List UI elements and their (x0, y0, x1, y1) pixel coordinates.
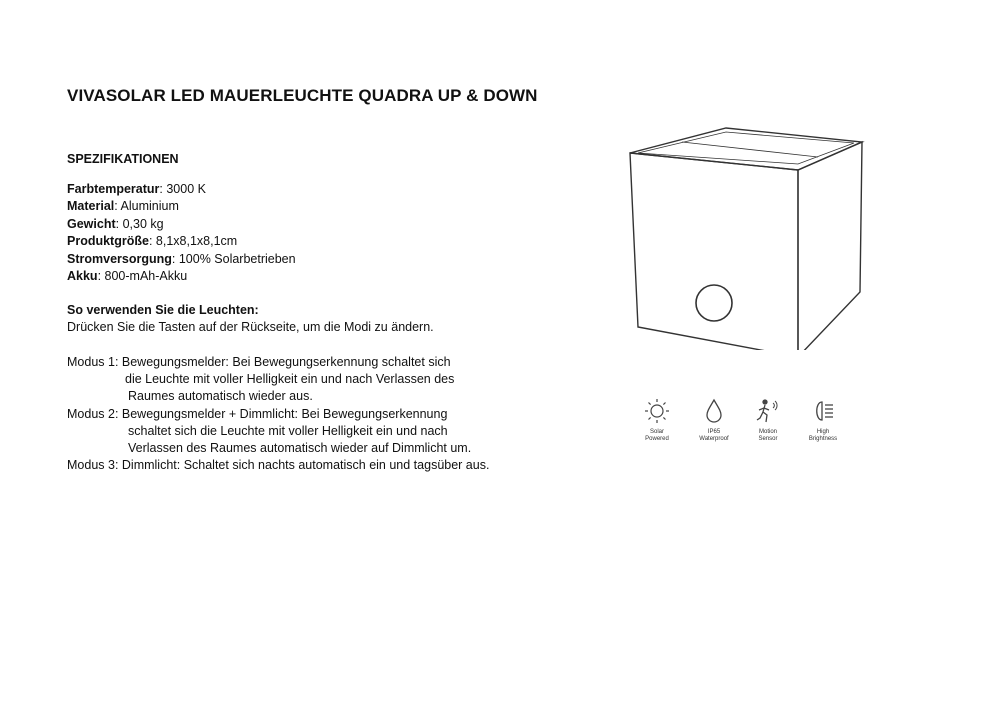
spec-key: Material (67, 199, 115, 214)
mode-1-line: Modus 1: Bewegungsmelder: Bei Bewegungserkennung schaltet sich (67, 355, 451, 369)
spec-row (67, 198, 296, 215)
spec-key: Gewicht (67, 216, 116, 231)
product-drawing (622, 120, 872, 350)
spec-row (67, 233, 296, 250)
high-beam-icon (809, 398, 837, 424)
sun-icon (643, 398, 671, 424)
feature-label: Motion (758, 429, 777, 435)
mode-3-line: Modus 3: Dimmlicht: Schaltet sich nachts automatisch ein und tagsüber aus. (67, 458, 490, 473)
spec-key: Farbtemperatur (67, 182, 160, 196)
spec-key: Stromversorgung (67, 251, 172, 266)
spec-row (67, 251, 296, 268)
spec-key: Akku (67, 269, 98, 284)
mode-2-line: Verlassen des Raumes automatisch wieder auf Dimmlicht um. (128, 441, 472, 456)
feature-label: IP65 (707, 429, 721, 435)
spec-row (67, 216, 296, 233)
water-drop-icon (700, 398, 728, 424)
feature-motion (741, 398, 795, 443)
spec-key: Produktgröße (67, 234, 149, 249)
spec-value: : Aluminium (114, 199, 179, 214)
spec-value: : 0,30 kg (115, 216, 164, 231)
usage-heading: So verwenden Sie die Leuchten: (67, 303, 259, 317)
feature-icons (628, 398, 858, 458)
spec-value: : 3000 K (159, 182, 206, 196)
feature-label: High (816, 429, 830, 435)
feature-label: Brightness (808, 436, 838, 442)
feature-solar (630, 398, 684, 443)
spec-value: : 100% Solarbetrieben (171, 251, 296, 266)
usage-section (67, 302, 434, 336)
feature-label: Solar (649, 429, 664, 435)
feature-brightness (796, 398, 850, 443)
usage-text: Drücken Sie die Tasten auf der Rückseite, um die Modi zu ändern. (67, 320, 434, 335)
modes-section (67, 354, 587, 474)
spec-row (67, 268, 296, 285)
motion-sensor-icon (754, 398, 782, 424)
spec-value: : 800-mAh-Akku (97, 269, 188, 284)
specs-list (67, 181, 296, 285)
feature-label: Waterproof (699, 436, 729, 442)
specs-heading: SPEZIFIKATIONEN (67, 152, 179, 166)
page-title: VIVASOLAR LED MAUERLEUCHTE QUADRA UP & DOWN (67, 86, 538, 105)
mode-2-line: schaltet sich die Leuchte mit voller Helligkeit ein und nach (128, 423, 448, 438)
mode-1-line: Raumes automatisch wieder aus. (128, 389, 313, 404)
feature-label: Sensor (758, 436, 778, 442)
feature-label: Powered (645, 436, 669, 442)
spec-value: : 8,1x8,1x8,1cm (148, 234, 238, 249)
spec-row (67, 181, 296, 198)
feature-waterproof (687, 398, 741, 443)
mode-2-line: Modus 2: Bewegungsmelder + Dimmlicht: Bei Bewegungserkennung (67, 406, 448, 421)
mode-1-line: die Leuchte mit voller Helligkeit ein und nach Verlassen des (125, 372, 455, 387)
